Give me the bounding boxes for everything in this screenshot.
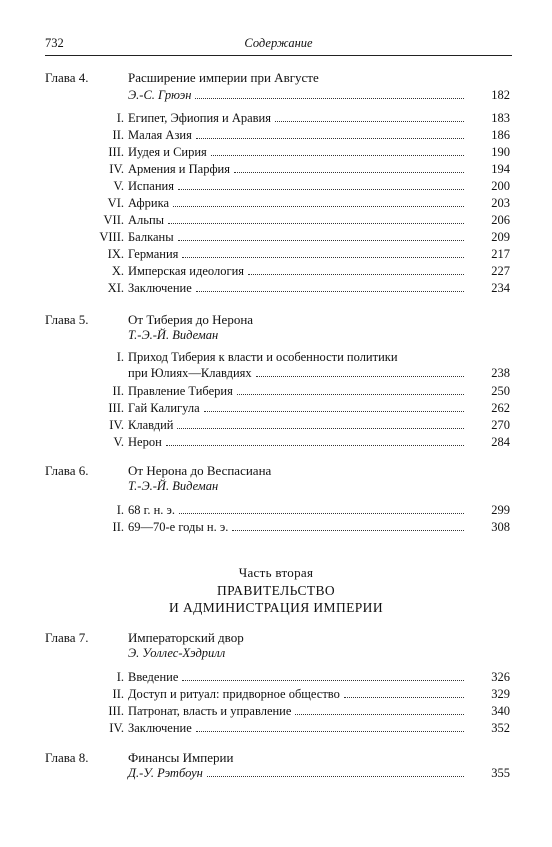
leader-dots: [178, 240, 464, 241]
section-number: III.: [108, 401, 124, 415]
section-title: Имперская идеология: [128, 264, 245, 278]
toc-entry[interactable]: [128, 262, 466, 279]
chapter-title: От Нерона до Веспасиана: [128, 463, 272, 478]
toc-entry[interactable]: [128, 433, 466, 450]
leader-dots: [207, 776, 464, 777]
section-number: X.: [111, 264, 124, 278]
page-ref: 217: [491, 247, 510, 261]
section-number: II.: [112, 687, 124, 701]
toc-entry[interactable]: [128, 364, 466, 381]
section-number: I.: [116, 503, 124, 517]
page-ref: 227: [491, 264, 510, 278]
page-ref: 284: [491, 435, 510, 449]
page-ref: 183: [491, 111, 510, 125]
section-number: I.: [116, 670, 124, 684]
page-ref: 182: [491, 88, 510, 102]
page-ref: 238: [491, 366, 510, 380]
leader-dots: [196, 291, 464, 292]
chapter-label: Глава 7.: [45, 630, 89, 645]
chapter-title: Расширение империи при Августе: [128, 70, 319, 85]
section-number: V.: [113, 179, 124, 193]
page-ref: 186: [491, 128, 510, 142]
leader-dots: [256, 376, 464, 377]
toc-entry[interactable]: [128, 160, 466, 177]
section-number: VI.: [107, 196, 124, 210]
leader-dots: [177, 428, 464, 429]
section-title: Заключение: [128, 281, 192, 295]
chapter-label: Глава 6.: [45, 463, 89, 478]
section-title: 69—70-е годы н. э.: [128, 520, 229, 534]
leader-dots: [237, 394, 464, 395]
section-title: Армения и Парфия: [128, 162, 230, 176]
page-ref: 250: [491, 384, 510, 398]
page-number: 732: [45, 36, 64, 50]
chapter-author-line[interactable]: [128, 86, 466, 103]
section-title: Балканы: [128, 230, 174, 244]
section-title: 68 г. н. э.: [128, 503, 176, 517]
section-number: V.: [113, 435, 124, 449]
toc-entry[interactable]: [128, 719, 466, 736]
chapter-label: Глава 8.: [45, 750, 89, 765]
leader-dots: [344, 697, 464, 698]
section-number: III.: [108, 704, 124, 718]
toc-entry[interactable]: [128, 109, 466, 126]
chapter-author: Д.-У. Рэтбоун: [128, 766, 203, 780]
toc-entry[interactable]: [128, 399, 466, 416]
part-title-line1: ПРАВИТЕЛЬСТВО: [216, 583, 336, 598]
header-rule: [45, 55, 512, 56]
section-number: VIII.: [99, 230, 124, 244]
leader-dots: [234, 172, 464, 173]
toc-entry[interactable]: [128, 126, 466, 143]
toc-entry[interactable]: [128, 194, 466, 211]
running-title: Содержание: [244, 36, 313, 50]
toc-entry[interactable]: [128, 702, 466, 719]
leader-dots: [196, 731, 464, 732]
page-ref: 203: [491, 196, 510, 210]
chapter-author: Т.-Э.-Й. Видеман: [128, 479, 219, 493]
toc-entry[interactable]: [128, 501, 466, 518]
toc-entry[interactable]: [128, 382, 466, 399]
toc-entry[interactable]: [128, 177, 466, 194]
leader-dots: [179, 513, 464, 514]
page-ref: 340: [491, 704, 510, 718]
section-number: XI.: [107, 281, 124, 295]
leader-dots: [196, 138, 464, 139]
page-ref: 329: [491, 687, 510, 701]
page-ref: 234: [491, 281, 510, 295]
leader-dots: [275, 121, 464, 122]
section-title-line1: Приход Тиберия к власти и особенности политики: [128, 350, 398, 364]
page-ref: 200: [491, 179, 510, 193]
section-number: VII.: [103, 213, 124, 227]
section-title: Введение: [128, 670, 179, 684]
page-ref: 352: [491, 721, 510, 735]
leader-dots: [173, 206, 464, 207]
toc-entry[interactable]: [128, 518, 466, 535]
page-ref: 262: [491, 401, 510, 415]
section-title: Иудея и Сирия: [128, 145, 207, 159]
section-title: Нерон: [128, 435, 162, 449]
section-number: IX.: [107, 247, 124, 261]
leader-dots: [168, 223, 464, 224]
section-title: Патронат, власть и управление: [128, 704, 292, 718]
chapter-author: Т.-Э.-Й. Видеман: [128, 328, 219, 342]
section-title: Альпы: [128, 213, 165, 227]
leader-dots: [295, 714, 464, 715]
leader-dots: [166, 445, 464, 446]
page-ref: 270: [491, 418, 510, 432]
section-number: IV.: [109, 721, 124, 735]
part-title-line2: И АДМИНИСТРАЦИЯ ИМПЕРИИ: [169, 600, 383, 615]
section-title: Египет, Эфиопия и Аравия: [128, 111, 271, 125]
chapter-label: Глава 5.: [45, 312, 89, 327]
section-title: Доступ и ритуал: придворное общество: [128, 687, 340, 701]
section-title: Правление Тиберия: [128, 384, 233, 398]
leader-dots: [195, 98, 464, 99]
toc-entry[interactable]: [128, 685, 466, 702]
toc-entry[interactable]: [128, 416, 466, 433]
section-number: I.: [116, 111, 124, 125]
chapter-author: Э.-С. Грюэн: [128, 88, 192, 102]
page-ref: 194: [491, 162, 510, 176]
leader-dots: [182, 257, 464, 258]
leader-dots: [182, 680, 464, 681]
section-number: IV.: [109, 162, 124, 176]
part-label: Часть вторая: [238, 565, 314, 580]
section-title: Заключение: [128, 721, 192, 735]
section-title: Гай Калигула: [128, 401, 200, 415]
toc-entry[interactable]: [128, 668, 466, 685]
section-number: I.: [116, 350, 124, 364]
chapter-title: Императорский двор: [128, 630, 244, 645]
leader-dots: [232, 530, 464, 531]
leader-dots: [204, 411, 464, 412]
running-header: [45, 36, 512, 52]
page-ref: 209: [491, 230, 510, 244]
toc-entry[interactable]: [128, 143, 466, 160]
toc-entry[interactable]: [128, 279, 466, 296]
leader-dots: [211, 155, 464, 156]
leader-dots: [178, 189, 464, 190]
page-ref: 326: [491, 670, 510, 684]
leader-dots: [248, 274, 464, 275]
toc-entry[interactable]: [128, 245, 466, 262]
section-title: при Юлиях—Клавдиях: [128, 366, 252, 380]
section-title: Германия: [128, 247, 179, 261]
section-number: III.: [108, 145, 124, 159]
chapter-title: Финансы Империи: [128, 750, 234, 765]
toc-entry[interactable]: [128, 228, 466, 245]
section-number: IV.: [109, 418, 124, 432]
section-title: Малая Азия: [128, 128, 192, 142]
toc-entry[interactable]: [128, 211, 466, 228]
page-ref: 299: [491, 503, 510, 517]
chapter-title: От Тиберия до Нерона: [128, 312, 254, 327]
page-ref: 355: [491, 766, 510, 780]
section-title: Африка: [128, 196, 170, 210]
section-number: II.: [112, 384, 124, 398]
page-ref: 206: [491, 213, 510, 227]
section-number: II.: [112, 128, 124, 142]
chapter-author-line[interactable]: [128, 764, 466, 781]
chapter-author: Э. Уоллес-Хэдрилл: [128, 646, 226, 660]
section-title: Клавдий: [128, 418, 174, 432]
chapter-label: Глава 4.: [45, 70, 89, 85]
section-title: Испания: [128, 179, 174, 193]
section-number: II.: [112, 520, 124, 534]
page-ref: 308: [491, 520, 510, 534]
page-ref: 190: [491, 145, 510, 159]
